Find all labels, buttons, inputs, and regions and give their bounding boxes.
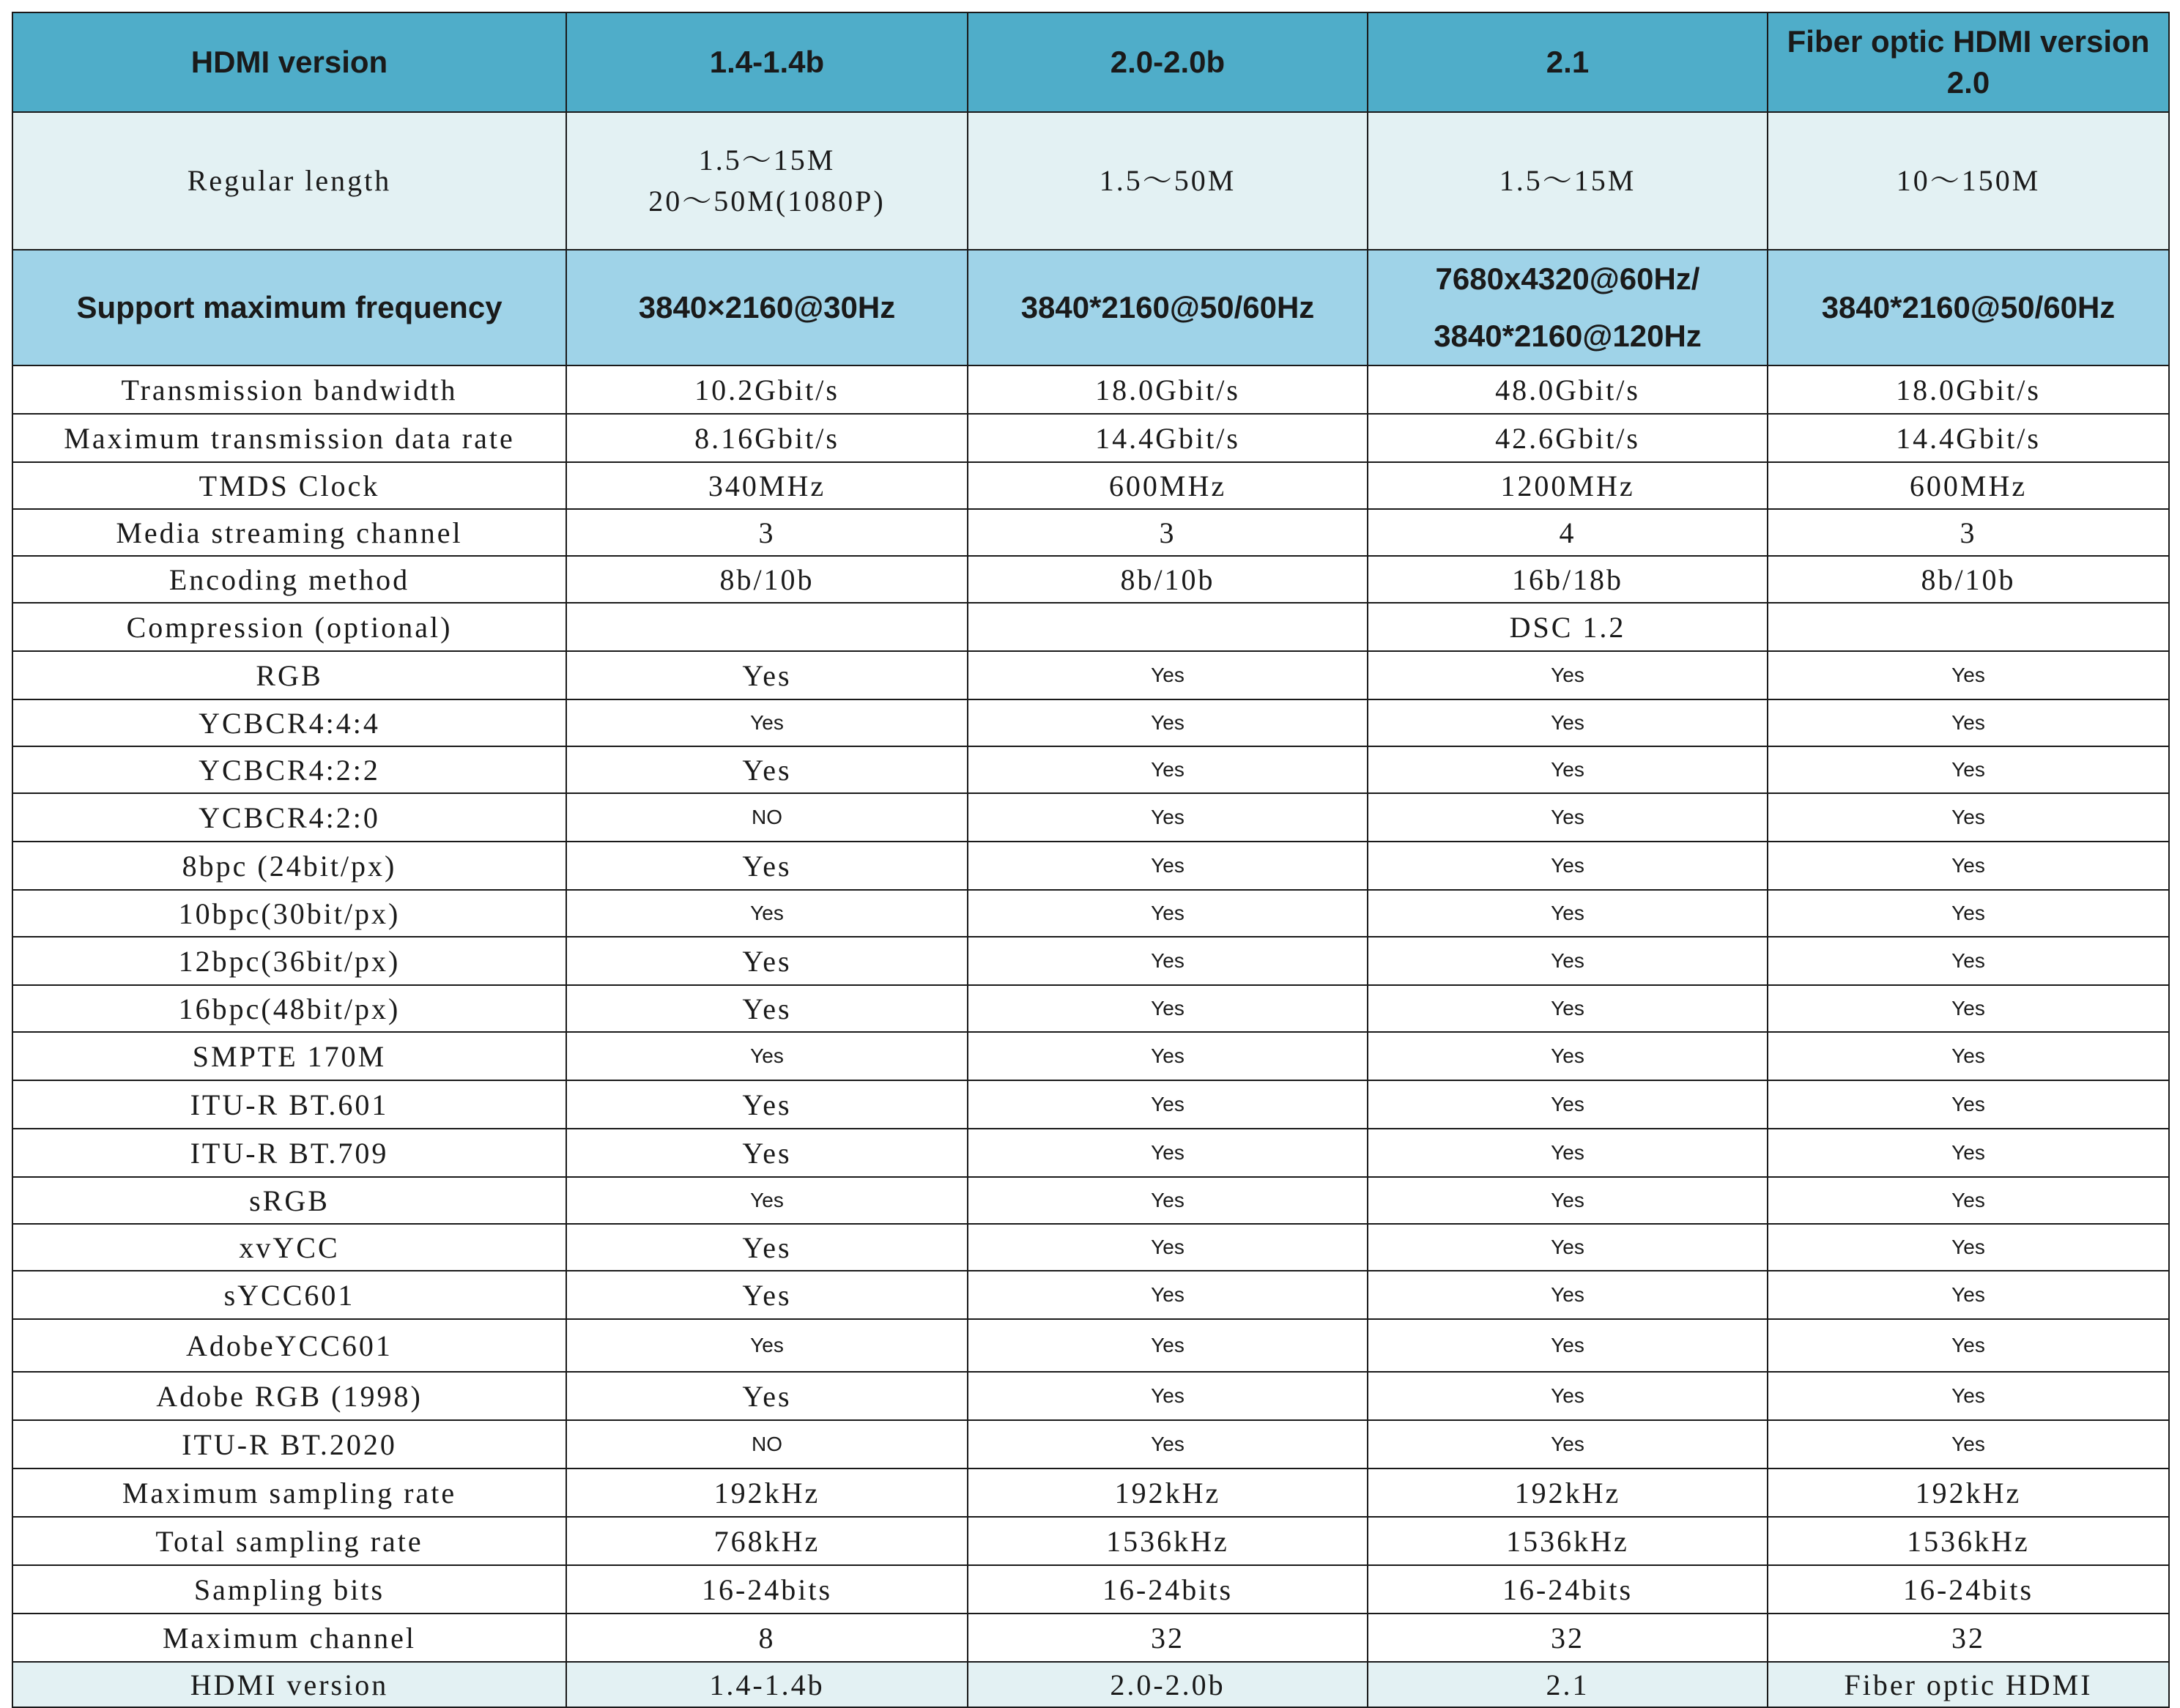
- cell-v20: Yes: [968, 746, 1368, 793]
- cell-v14: NO: [566, 1420, 968, 1468]
- cell-v20: Yes: [968, 1420, 1368, 1468]
- header-cell-label: HDMI version: [12, 12, 566, 112]
- max-frequency-fiber: 3840*2160@50/60Hz: [1768, 250, 2169, 365]
- row-label: 12bpc(36bit/px): [12, 937, 566, 985]
- cell-v21: 1536kHz: [1368, 1517, 1768, 1565]
- max-frequency-v14: 3840×2160@30Hz: [566, 250, 968, 365]
- cell-v14: 8: [566, 1614, 968, 1662]
- regular-length-v14: [566, 112, 968, 250]
- cell-fiber: Yes: [1768, 1129, 2169, 1177]
- row-label: Maximum channel: [12, 1614, 566, 1662]
- cell-v14: Yes: [566, 985, 968, 1032]
- hdmi-comparison-table: [12, 12, 2170, 1708]
- table-row: [12, 746, 2169, 793]
- row-label: Adobe RGB (1998): [12, 1372, 566, 1420]
- row-label: Media streaming channel: [12, 509, 566, 556]
- footer-cell-fiber: Fiber optic HDMI: [1768, 1662, 2169, 1707]
- cell-fiber: 192kHz: [1768, 1468, 2169, 1517]
- cell-v20: Yes: [968, 937, 1368, 985]
- cell-v21: Yes: [1368, 793, 1768, 842]
- footer-cell-v14: 1.4-1.4b: [566, 1662, 968, 1707]
- cell-fiber: Yes: [1768, 985, 2169, 1032]
- table-row: [12, 462, 2169, 509]
- header-cell-fiber: Fiber optic HDMI version 2.0: [1768, 12, 2169, 112]
- cell-v20: Yes: [968, 1319, 1368, 1372]
- cell-v14: Yes: [566, 890, 968, 937]
- cell-v20: Yes: [968, 793, 1368, 842]
- cell-v14: NO: [566, 793, 968, 842]
- row-label: Sampling bits: [12, 1565, 566, 1614]
- cell-fiber: Yes: [1768, 1080, 2169, 1129]
- cell-v20: 32: [968, 1614, 1368, 1662]
- cell-v14: Yes: [566, 1224, 968, 1271]
- cell-v21: Yes: [1368, 890, 1768, 937]
- cell-v14: Yes: [566, 699, 968, 746]
- cell-fiber: Yes: [1768, 651, 2169, 699]
- footer-cell-label: HDMI version: [12, 1662, 566, 1707]
- cell-v20: Yes: [968, 1080, 1368, 1129]
- cell-v21: 48.0Gbit/s: [1368, 365, 1768, 414]
- cell-v21: 192kHz: [1368, 1468, 1768, 1517]
- table-row: [12, 1319, 2169, 1372]
- cell-v14: Yes: [566, 1129, 968, 1177]
- cell-v14: Yes: [566, 746, 968, 793]
- cell-v21: Yes: [1368, 1271, 1768, 1319]
- cell-v20: Yes: [968, 890, 1368, 937]
- cell-v20: Yes: [968, 651, 1368, 699]
- cell-v20: 1536kHz: [968, 1517, 1368, 1565]
- table-row: [12, 1565, 2169, 1614]
- regular-length-label: Regular length: [12, 112, 566, 250]
- regular-length-fiber: 10～150M: [1768, 112, 2169, 250]
- header-cell-v21: 2.1: [1368, 12, 1768, 112]
- cell-v20: 14.4Gbit/s: [968, 414, 1368, 462]
- max-frequency-label: Support maximum frequency: [12, 250, 566, 365]
- cell-v20: 600MHz: [968, 462, 1368, 509]
- cell-v20: Yes: [968, 1224, 1368, 1271]
- cell-fiber: Yes: [1768, 1319, 2169, 1372]
- cell-fiber: Yes: [1768, 842, 2169, 890]
- cell-v21: Yes: [1368, 1080, 1768, 1129]
- table-row: [12, 1271, 2169, 1319]
- cell-v14: Yes: [566, 1271, 968, 1319]
- row-label: Encoding method: [12, 556, 566, 603]
- cell-v14: Yes: [566, 842, 968, 890]
- max-frequency-v21-line1: 7680x4320@60Hz/: [1435, 261, 1700, 296]
- table-row: [12, 651, 2169, 699]
- cell-fiber: 8b/10b: [1768, 556, 2169, 603]
- cell-fiber: Yes: [1768, 1177, 2169, 1224]
- cell-v14: Yes: [566, 1372, 968, 1420]
- row-label: ITU-R BT.2020: [12, 1420, 566, 1468]
- row-label: SMPTE 170M: [12, 1032, 566, 1080]
- cell-v21: 16-24bits: [1368, 1565, 1768, 1614]
- cell-fiber: Yes: [1768, 699, 2169, 746]
- table-row: [12, 793, 2169, 842]
- regular-length-row: [12, 112, 2169, 250]
- cell-v20: [968, 603, 1368, 651]
- table-row: [12, 985, 2169, 1032]
- cell-v14: 8.16Gbit/s: [566, 414, 968, 462]
- cell-fiber: 16-24bits: [1768, 1565, 2169, 1614]
- cell-v20: Yes: [968, 1372, 1368, 1420]
- cell-fiber: Yes: [1768, 1032, 2169, 1080]
- cell-v20: Yes: [968, 1177, 1368, 1224]
- cell-v14: Yes: [566, 937, 968, 985]
- row-label: Maximum sampling rate: [12, 1468, 566, 1517]
- cell-v21: Yes: [1368, 985, 1768, 1032]
- regular-length-v14-line2: 20～50M(1080P): [648, 185, 886, 218]
- row-label: ITU-R BT.709: [12, 1129, 566, 1177]
- cell-fiber: Yes: [1768, 1420, 2169, 1468]
- cell-fiber: Yes: [1768, 937, 2169, 985]
- table-row: [12, 1420, 2169, 1468]
- cell-v21: 1200MHz: [1368, 462, 1768, 509]
- cell-v21: Yes: [1368, 651, 1768, 699]
- cell-v20: 192kHz: [968, 1468, 1368, 1517]
- cell-v21: Yes: [1368, 1032, 1768, 1080]
- cell-fiber: [1768, 603, 2169, 651]
- max-frequency-v21: [1368, 250, 1768, 365]
- cell-v21: 42.6Gbit/s: [1368, 414, 1768, 462]
- cell-v14: [566, 603, 968, 651]
- cell-v21: Yes: [1368, 1129, 1768, 1177]
- cell-fiber: Yes: [1768, 1372, 2169, 1420]
- cell-v14: Yes: [566, 1032, 968, 1080]
- cell-v21: Yes: [1368, 746, 1768, 793]
- cell-v20: Yes: [968, 1271, 1368, 1319]
- row-label: 8bpc (24bit/px): [12, 842, 566, 890]
- header-cell-v14: 1.4-1.4b: [566, 12, 968, 112]
- cell-v20: Yes: [968, 699, 1368, 746]
- row-label: 16bpc(48bit/px): [12, 985, 566, 1032]
- table-row: [12, 937, 2169, 985]
- cell-v14: Yes: [566, 1177, 968, 1224]
- max-frequency-v20: 3840*2160@50/60Hz: [968, 250, 1368, 365]
- table-row: [12, 1372, 2169, 1420]
- table-row: [12, 556, 2169, 603]
- regular-length-v20: 1.5～50M: [968, 112, 1368, 250]
- cell-v21: 16b/18b: [1368, 556, 1768, 603]
- cell-v21: DSC 1.2: [1368, 603, 1768, 651]
- row-label: 10bpc(30bit/px): [12, 890, 566, 937]
- cell-v21: Yes: [1368, 1319, 1768, 1372]
- cell-fiber: Yes: [1768, 1224, 2169, 1271]
- cell-fiber: Yes: [1768, 793, 2169, 842]
- cell-v14: 340MHz: [566, 462, 968, 509]
- header-cell-v20: 2.0-2.0b: [968, 12, 1368, 112]
- cell-v20: 3: [968, 509, 1368, 556]
- row-label: Total sampling rate: [12, 1517, 566, 1565]
- cell-v21: 4: [1368, 509, 1768, 556]
- table-row: [12, 509, 2169, 556]
- cell-v20: Yes: [968, 842, 1368, 890]
- header-row: [12, 12, 2169, 112]
- cell-v21: Yes: [1368, 699, 1768, 746]
- footer-cell-v20: 2.0-2.0b: [968, 1662, 1368, 1707]
- cell-v14: Yes: [566, 1080, 968, 1129]
- table-row: [12, 842, 2169, 890]
- cell-fiber: Yes: [1768, 1271, 2169, 1319]
- row-label: YCBCR4:2:0: [12, 793, 566, 842]
- cell-v20: 18.0Gbit/s: [968, 365, 1368, 414]
- table-row: [12, 603, 2169, 651]
- row-label: ITU-R BT.601: [12, 1080, 566, 1129]
- row-label: AdobeYCC601: [12, 1319, 566, 1372]
- cell-v14: 192kHz: [566, 1468, 968, 1517]
- cell-v20: Yes: [968, 985, 1368, 1032]
- table-row: [12, 1177, 2169, 1224]
- row-label: Maximum transmission data rate: [12, 414, 566, 462]
- cell-fiber: 3: [1768, 509, 2169, 556]
- row-label: TMDS Clock: [12, 462, 566, 509]
- cell-v14: 3: [566, 509, 968, 556]
- row-label: Compression (optional): [12, 603, 566, 651]
- table-row: [12, 414, 2169, 462]
- table-row: [12, 1614, 2169, 1662]
- table-row: [12, 1080, 2169, 1129]
- table-row: [12, 1468, 2169, 1517]
- cell-fiber: 32: [1768, 1614, 2169, 1662]
- cell-fiber: 1536kHz: [1768, 1517, 2169, 1565]
- cell-v20: Yes: [968, 1032, 1368, 1080]
- cell-v21: Yes: [1368, 1177, 1768, 1224]
- row-label: sRGB: [12, 1177, 566, 1224]
- table-row: [12, 1224, 2169, 1271]
- table-row: [12, 699, 2169, 746]
- cell-v14: 10.2Gbit/s: [566, 365, 968, 414]
- table-row: [12, 365, 2169, 414]
- row-label: YCBCR4:4:4: [12, 699, 566, 746]
- cell-v14: 8b/10b: [566, 556, 968, 603]
- regular-length-v14-line1: 1.5～15M: [698, 144, 836, 177]
- regular-length-v21: 1.5～15M: [1368, 112, 1768, 250]
- cell-v20: 8b/10b: [968, 556, 1368, 603]
- cell-v21: Yes: [1368, 1224, 1768, 1271]
- row-label: RGB: [12, 651, 566, 699]
- cell-fiber: Yes: [1768, 890, 2169, 937]
- footer-cell-v21: 2.1: [1368, 1662, 1768, 1707]
- max-frequency-v21-line2: 3840*2160@120Hz: [1434, 319, 1702, 353]
- cell-v20: 16-24bits: [968, 1565, 1368, 1614]
- cell-fiber: 18.0Gbit/s: [1768, 365, 2169, 414]
- cell-v14: 16-24bits: [566, 1565, 968, 1614]
- max-frequency-row: [12, 250, 2169, 365]
- cell-v21: Yes: [1368, 1372, 1768, 1420]
- table-row: [12, 1032, 2169, 1080]
- cell-v14: Yes: [566, 651, 968, 699]
- footer-row: [12, 1662, 2169, 1707]
- cell-fiber: 600MHz: [1768, 462, 2169, 509]
- table-row: [12, 1129, 2169, 1177]
- row-label: Transmission bandwidth: [12, 365, 566, 414]
- table-row: [12, 1517, 2169, 1565]
- cell-v20: Yes: [968, 1129, 1368, 1177]
- row-label: sYCC601: [12, 1271, 566, 1319]
- cell-fiber: 14.4Gbit/s: [1768, 414, 2169, 462]
- cell-v21: Yes: [1368, 842, 1768, 890]
- cell-v21: Yes: [1368, 937, 1768, 985]
- table-row: [12, 890, 2169, 937]
- row-label: xvYCC: [12, 1224, 566, 1271]
- cell-fiber: Yes: [1768, 746, 2169, 793]
- cell-v21: Yes: [1368, 1420, 1768, 1468]
- cell-v14: 768kHz: [566, 1517, 968, 1565]
- cell-v14: Yes: [566, 1319, 968, 1372]
- cell-v21: 32: [1368, 1614, 1768, 1662]
- row-label: YCBCR4:2:2: [12, 746, 566, 793]
